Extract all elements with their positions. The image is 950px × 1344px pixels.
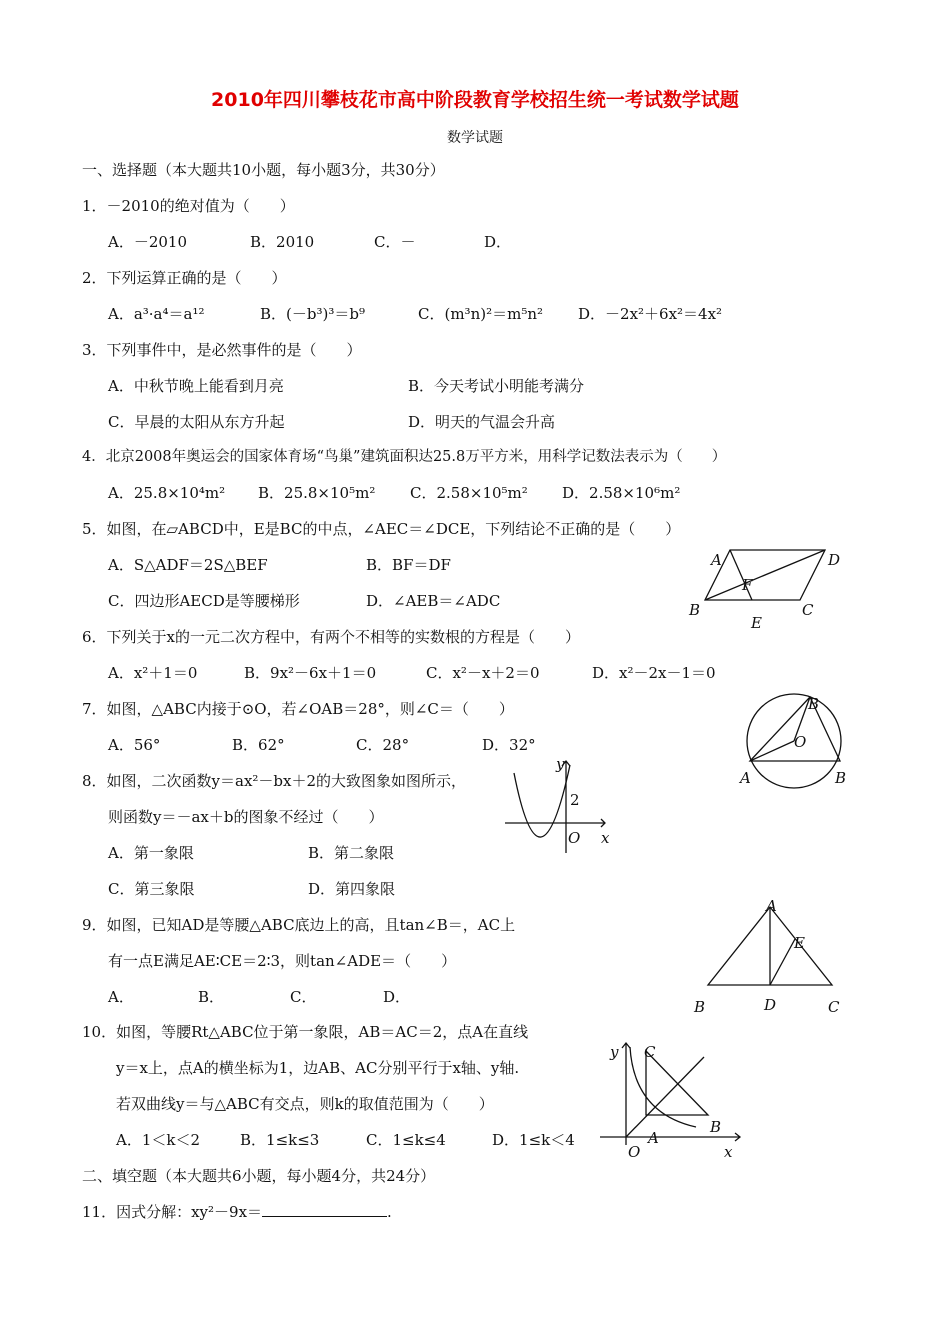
q1-option-c: C．－: [374, 233, 416, 251]
q8-label-2: 2: [570, 791, 580, 809]
q3-option-a: A．中秋节晚上能看到月亮: [108, 377, 284, 395]
q5-label-e: E: [751, 614, 762, 632]
q5-label-f: F: [742, 576, 753, 594]
q10-label-x: x: [724, 1143, 733, 1161]
section-2-heading: 二、填空题（本大题共6小题，每小题4分，共24分）: [82, 1167, 436, 1185]
q9-label-e: E: [794, 934, 805, 952]
q6-option-b: B．9x²－6x＋1＝0: [244, 664, 377, 682]
q5-parallelogram-figure: [680, 540, 850, 635]
q5-option-b: B．BF＝DF: [366, 556, 451, 574]
q8-stem-line1: 8．如图，二次函数y＝ax²－bx＋2的大致图象如图所示，: [82, 772, 467, 790]
q8-option-d: D．第四象限: [308, 880, 396, 898]
page-subtitle: 数学试题: [447, 130, 503, 146]
q5-option-d: D．∠AEB＝∠ADC: [366, 592, 501, 610]
q6-option-d: D．x²－2x－1＝0: [592, 664, 716, 682]
q2-option-c: C．(m³n)²＝m⁵n²: [418, 305, 544, 323]
q7-circle-figure: [730, 685, 850, 790]
q11-answer-blank[interactable]: [262, 1202, 387, 1217]
q8-label-o: O: [568, 829, 581, 847]
q7-label-b: B: [835, 769, 847, 787]
q10-option-b: B．1≤k≤3: [240, 1131, 320, 1149]
q9-label-b: B: [694, 998, 706, 1016]
q8-option-b: B．第二象限: [308, 844, 395, 862]
q4-option-c: C．2.58×10⁵m²: [410, 484, 528, 502]
q4-option-d: D．2.58×10⁶m²: [562, 484, 681, 502]
q10-option-a: A．1＜k＜2: [116, 1131, 201, 1149]
q10-stem-line1: 10．如图，等腰Rt△ABC位于第一象限，AB＝AC＝2，点A在直线: [82, 1023, 529, 1041]
q9-option-b: B．: [198, 988, 225, 1006]
q4-stem: 4．北京2008年奥运会的国家体育场“鸟巢”建筑面积达25.8万平方米，用科学记数法表示为（ ）: [82, 449, 727, 465]
q5-option-c: C．四边形AECD是等腰梯形: [108, 592, 300, 610]
q3-option-b: B．今天考试小明能考满分: [408, 377, 585, 395]
q10-label-c: C: [644, 1043, 656, 1061]
q2-option-a: A．a³·a⁴＝a¹²: [108, 305, 205, 323]
page-title: 2010年四川攀枝花市高中阶段教育学校招生统一考试数学试题: [211, 89, 739, 111]
q9-stem-line2: 有一点E满足AE∶CE＝2∶3，则tan∠ADE＝（ ）: [108, 952, 457, 970]
q1-option-d: D．: [484, 233, 512, 251]
q8-label-y: y: [556, 755, 565, 773]
q10-label-y: y: [610, 1043, 619, 1061]
q9-label-c: C: [828, 998, 840, 1016]
q11-stem: 11．因式分解：xy²－9x＝: [82, 1203, 263, 1221]
q6-option-a: A．x²＋1＝0: [108, 664, 198, 682]
q7-label-o: O: [794, 733, 807, 751]
q5-option-a: A．S△ADF＝2S△BEF: [108, 556, 268, 574]
q5-stem: 5．如图，在▱ABCD中，E是BC的中点，∠AEC＝∠DCE，下列结论不正确的是（ ）: [82, 520, 681, 538]
q10-label-b: B: [710, 1118, 722, 1136]
q3-option-d: D．明天的气温会升高: [408, 413, 556, 431]
q6-stem: 6．下列关于x的一元二次方程中，有两个不相等的实数根的方程是（ ）: [82, 628, 581, 646]
q10-label-a: A: [648, 1129, 659, 1147]
q3-option-c: C．早晨的太阳从东方升起: [108, 413, 285, 431]
q7-option-c: C．28°: [356, 736, 410, 754]
q11-line: [82, 1202, 392, 1222]
q10-hyperbola-figure: [600, 1035, 750, 1165]
q6-option-c: C．x²－x＋2＝0: [426, 664, 540, 682]
q8-label-x: x: [601, 829, 610, 847]
q8-parabola-figure: [500, 755, 620, 855]
q9-option-d: D．: [383, 988, 411, 1006]
q8-option-c: C．第三象限: [108, 880, 195, 898]
q5-label-b: B: [689, 601, 701, 619]
q1-option-a: A．－2010: [108, 233, 188, 251]
q2-option-b: B．(－b³)³＝b⁹: [260, 305, 365, 323]
q4-option-a: A．25.8×10⁴m²: [108, 484, 226, 502]
q8-stem-line2: 则函数y＝－ax＋b的图象不经过（ ）: [108, 808, 384, 826]
q9-stem-line1: 9．如图，已知AD是等腰△ABC底边上的高，且tan∠B＝，AC上: [82, 916, 516, 934]
q9-label-d: D: [764, 996, 777, 1014]
q2-option-d: D．－2x²＋6x²＝4x²: [578, 305, 723, 323]
section-1-heading: 一、选择题（本大题共10小题，每小题3分，共30分）: [82, 161, 445, 179]
q10-label-o: O: [628, 1143, 641, 1161]
q9-option-c: C．: [290, 988, 317, 1006]
q9-label-a: A: [766, 897, 777, 915]
q2-stem: 2．下列运算正确的是（ ）: [82, 269, 287, 287]
q7-option-d: D．32°: [482, 736, 536, 754]
q7-option-a: A．56°: [108, 736, 161, 754]
q7-option-b: B．62°: [232, 736, 285, 754]
q9-triangle-figure: [690, 895, 850, 1020]
q1-stem: 1．－2010的绝对值为（ ）: [82, 197, 295, 215]
q8-option-a: A．第一象限: [108, 844, 194, 862]
q7-label-a: A: [740, 769, 751, 787]
q7-label-b-top: B: [808, 695, 820, 713]
q10-option-c: C．1≤k≤4: [366, 1131, 446, 1149]
q9-option-a: A．: [108, 988, 134, 1006]
q11-end: .: [387, 1203, 392, 1221]
q5-label-c: C: [802, 601, 814, 619]
q3-stem: 3．下列事件中，是必然事件的是（ ）: [82, 341, 362, 359]
q10-stem-line3: 若双曲线y＝与△ABC有交点，则k的取值范围为（ ）: [116, 1095, 494, 1113]
q10-option-d: D．1≤k＜4: [492, 1131, 575, 1149]
q4-option-b: B．25.8×10⁵m²: [258, 484, 376, 502]
q5-label-a: A: [711, 551, 722, 569]
q7-stem: 7．如图，△ABC内接于⊙O，若∠OAB＝28°，则∠C＝（ ）: [82, 700, 514, 718]
q5-label-d: D: [828, 551, 841, 569]
q10-stem-line2: y＝x上，点A的横坐标为1，边AB、AC分别平行于x轴、y轴.: [116, 1059, 520, 1077]
q1-option-b: B．2010: [250, 233, 315, 251]
